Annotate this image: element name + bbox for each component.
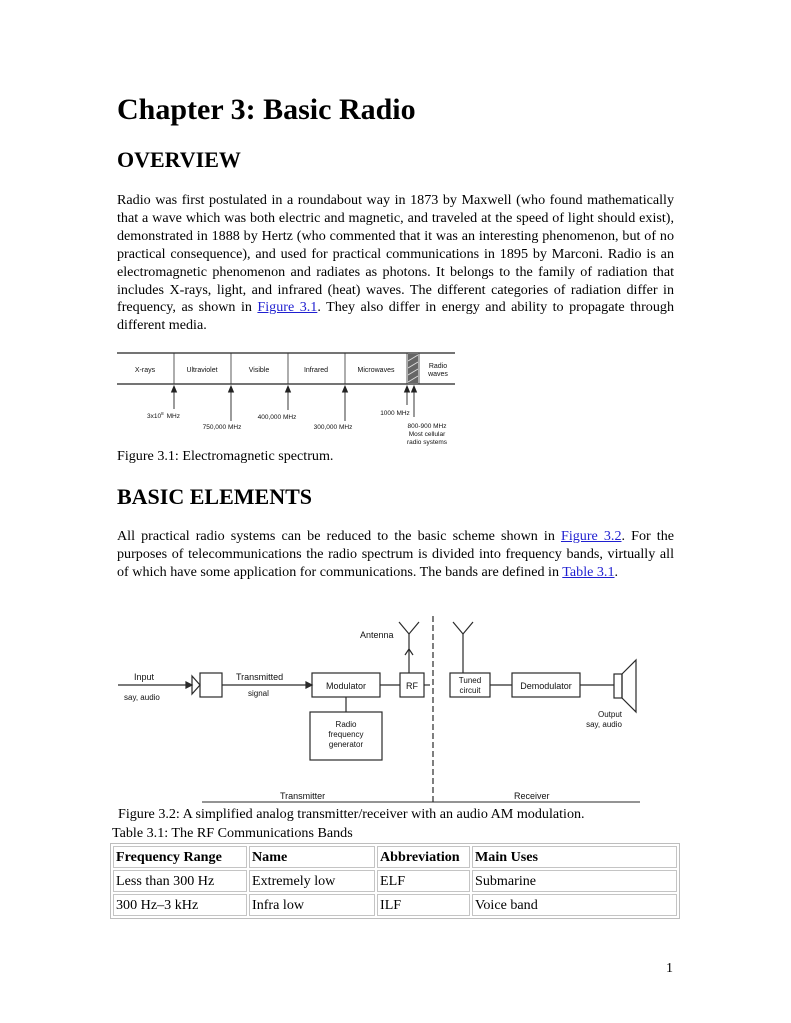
rf-bands-table (110, 843, 680, 919)
marker-microwave: 1000 MHz (380, 410, 410, 417)
cell-main-uses: Voice band (472, 894, 677, 916)
overview-text: Radio was first postulated in a roundabout way in 1873 by Maxwell (who found mathematically that a wave which was both electric and magnetic, and traveled at the speed of light should exist), demonstrated in 1888 by Hertz (who commented that it was an interesting phenomenon, but of no practical consequence), and used for practical communications in 1895 by Marconi. Radio is an electromagnetic phenomenon and radiates as photons. It belongs to the family of radiation that includes X-rays, light, and infrared (heat) waves. The different categories of radiation differ in frequency, as shown in (117, 192, 674, 316)
output-label-line1: Output (597, 710, 623, 719)
cell-main-uses: Submarine (472, 870, 677, 892)
band-label-xrays: X-rays (134, 367, 156, 374)
tuned-label-line2: circuit (459, 686, 481, 695)
figure-3-1-link[interactable]: Figure 3.1 (257, 299, 318, 316)
overview-heading: OVERVIEW (117, 147, 241, 172)
receiver-label: Receiver (514, 791, 550, 801)
marker-cellular-line3: radio systems (406, 439, 448, 446)
figure-3-1-caption: Figure 3.1: Electromagnetic spectrum. (117, 448, 334, 464)
table-3-1-link[interactable]: Table 3.1 (562, 563, 615, 580)
input-label-line2: say, audio (124, 693, 160, 702)
figure-3-2-caption: Figure 3.2: A simplified analog transmitter/receiver with an audio AM modulation. (118, 806, 585, 822)
marker-ultraviolet: 750,000 MHz (202, 424, 242, 431)
output-label-line2: say, audio (586, 720, 622, 729)
cell-name: Extremely low (249, 870, 375, 892)
header-name: Name (249, 846, 375, 868)
antenna-label: Antenna (360, 630, 394, 640)
marker-visible: 400,000 MHz (257, 414, 297, 421)
generator-label-line3: generator (328, 740, 364, 749)
basic-elements-text-1: All practical radio systems can be reduced to the basic scheme shown in (117, 528, 561, 544)
generator-label-line1: Radio (335, 720, 357, 729)
input-label-line1: Input (134, 672, 155, 682)
basic-elements-heading: BASIC ELEMENTS (117, 484, 313, 509)
basic-elements-text-3: . (614, 563, 619, 580)
page-number: 1 (666, 961, 673, 976)
cell-abbreviation: ILF (377, 894, 470, 916)
cell-frequency-range: Less than 300 Hz (113, 870, 247, 892)
basic-elements-text-2: . For the purposes of telecommunications the radio spectrum is divided into frequency bands, virtually all of which have some application for communications. The bands are defined in (117, 528, 675, 580)
cell-frequency-range: 300 Hz–3 kHz (113, 894, 247, 916)
table-3-1-caption: Table 3.1: The RF Communications Bands (112, 825, 353, 841)
basic-elements-paragraph (117, 528, 674, 582)
cell-abbreviation: ELF (377, 870, 470, 892)
band-label-infrared: Infrared (303, 367, 329, 374)
transmitted-label-line2: signal (248, 689, 269, 698)
transmitter-receiver-diagram (112, 612, 644, 806)
table-header-row (113, 846, 677, 868)
marker-cellular-line1: 800-900 MHz (407, 423, 447, 430)
overview-paragraph (117, 192, 674, 335)
table-row (113, 894, 677, 916)
header-main-uses: Main Uses (472, 846, 677, 868)
marker-infrared: 300,000 MHz (313, 424, 353, 431)
header-frequency-range: Frequency Range (113, 846, 247, 868)
table-row (113, 870, 677, 892)
electromagnetic-spectrum-figure (117, 349, 462, 449)
cell-name: Infra low (249, 894, 375, 916)
transmitted-label-line1: Transmitted (236, 672, 284, 682)
band-label-ultraviolet: Ultraviolet (186, 367, 218, 374)
header-abbreviation: Abbreviation (377, 846, 470, 868)
marker-xray: $3x10^8$ MHz (147, 411, 180, 420)
marker-cellular-line2: Most cellular (408, 431, 446, 438)
rf-label: RF (406, 681, 418, 691)
demodulator-label: Demodulator (520, 681, 572, 691)
band-label-microwaves: Microwaves (357, 367, 395, 374)
figure-3-2-link[interactable]: Figure 3.2 (560, 528, 622, 544)
tuned-label-line1: Tuned (458, 676, 482, 685)
transmitter-label: Transmitter (280, 791, 326, 801)
modulator-label: Modulator (325, 681, 367, 691)
overview-text-end: . They also differ in energy and ability to propagate through different media. (117, 299, 674, 334)
chapter-title: Chapter 3: Basic Radio (117, 93, 416, 126)
generator-label-line2: frequency (328, 730, 364, 739)
band-label-radio-line1: Radio (428, 363, 448, 370)
band-label-visible: Visible (248, 367, 270, 374)
band-label-radio-line2: waves (428, 371, 448, 378)
